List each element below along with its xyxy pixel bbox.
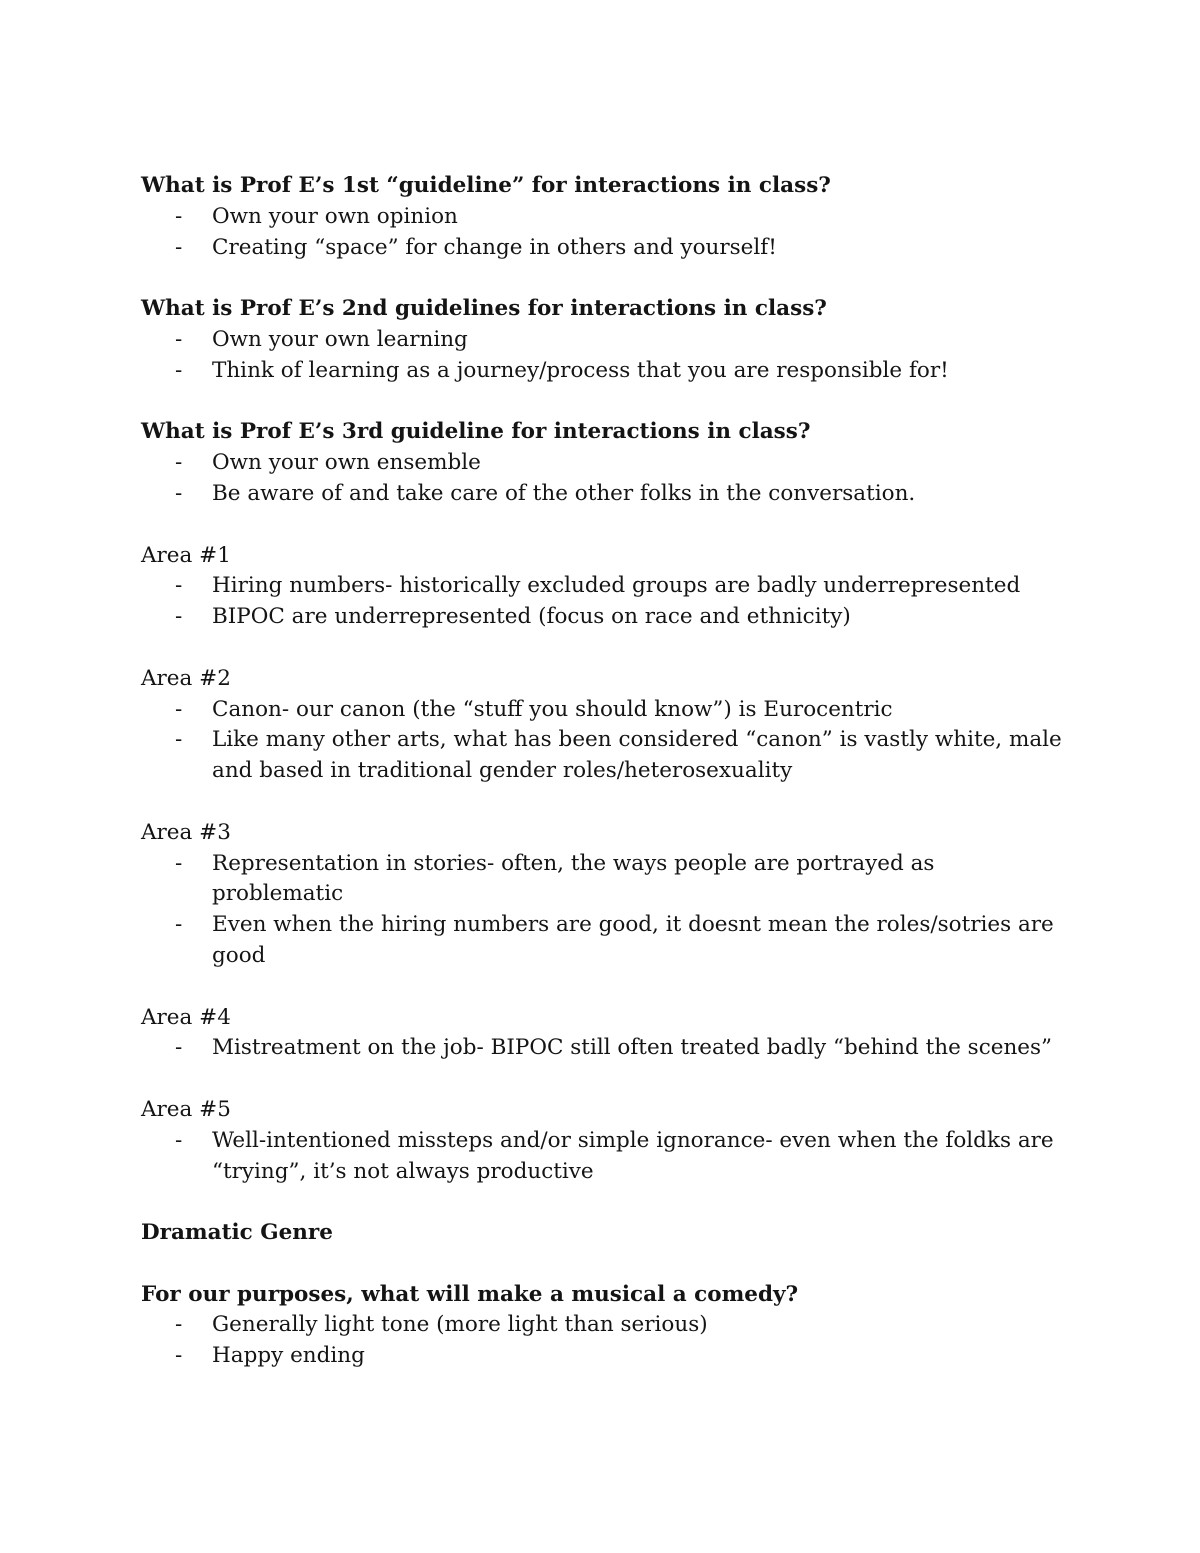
note-section [141,1280,1071,1372]
dash-marker: - [175,203,183,229]
dash-marker: - [175,1312,183,1338]
bullet-text: Hiring numbers- historically excluded groups are badly underrepresented [212,573,1021,599]
note-section [141,541,1071,633]
note-section [141,171,1071,263]
note-section [141,818,1071,972]
section-heading: For our purposes, what will make a musical a comedy? [141,1281,799,1307]
bullet-list [141,849,1071,972]
bullet-item [141,571,1071,602]
section-heading: Area #4 [141,1004,231,1030]
bullet-text: BIPOC are underrepresented (focus on race and ethnicity) [212,604,851,630]
document-body [141,171,1071,1403]
bullet-text: Think of learning as a journey/process that you are responsible for! [212,357,949,383]
dash-marker: - [175,450,183,476]
section-heading: Area #5 [141,1096,231,1122]
bullet-item [141,1033,1071,1064]
bullet-list [141,571,1071,633]
bullet-item [141,1341,1071,1372]
dash-marker: - [175,696,183,722]
section-heading: Area #3 [141,819,231,845]
bullet-item [141,849,1071,911]
bullet-item [141,448,1071,479]
dash-marker: - [175,234,183,260]
note-section [141,294,1071,386]
dash-marker: - [175,357,183,383]
bullet-item [141,325,1071,356]
dash-marker: - [175,1343,183,1369]
bullet-list [141,1310,1071,1372]
dash-marker: - [175,1035,183,1061]
section-heading: What is Prof E’s 2nd guidelines for interactions in class? [141,296,827,322]
bullet-text: Own your own ensemble [212,450,481,476]
bullet-text: Generally light tone (more light than serious) [212,1312,708,1338]
bullet-text: Happy ending [212,1343,365,1369]
section-heading: Area #1 [141,542,231,568]
dash-marker: - [175,912,183,938]
bullet-text: Well-intentioned missteps and/or simple ignorance- even when the foldks are “trying”, it’s not always productive [212,1127,1054,1184]
bullet-text: Like many other arts, what has been considered “canon” is vastly white, male and based in traditional gender roles/heterosexuality [212,727,1062,784]
bullet-list [141,202,1071,264]
dash-marker: - [175,604,183,630]
bullet-text: Even when the hiring numbers are good, it doesnt mean the roles/sotries are good [212,912,1054,968]
dash-marker: - [175,850,183,876]
bullet-text: Be aware of and take care of the other folks in the conversation. [212,480,916,506]
dash-marker: - [175,326,183,352]
bullet-list [141,448,1071,510]
section-heading: Area #2 [141,665,231,691]
bullet-text: Representation in stories- often, the ways people are portrayed as problematic [212,850,935,907]
dash-marker: - [175,480,183,506]
bullet-item [141,1126,1071,1188]
note-section [141,664,1071,787]
bullet-item [141,602,1071,633]
bullet-item [141,910,1071,972]
section-heading: Dramatic Genre [141,1220,333,1246]
dash-marker: - [175,573,183,599]
section-heading: What is Prof E’s 1st “guideline” for interactions in class? [141,173,831,198]
bullet-text: Canon- our canon (the “stuff you should know”) is Eurocentric [212,696,893,722]
bullet-list [141,1126,1071,1188]
bullet-item [141,479,1071,510]
dash-marker: - [175,727,183,753]
bullet-item [141,233,1071,264]
note-section [141,417,1071,509]
note-section [141,1003,1071,1065]
bullet-item [141,725,1071,787]
bullet-item [141,695,1071,726]
bullet-text: Mistreatment on the job- BIPOC still often treated badly “behind the scenes” [212,1035,1053,1061]
bullet-item [141,356,1071,387]
bullet-list [141,325,1071,387]
bullet-text: Creating “space” for change in others and yourself! [212,234,777,260]
bullet-list [141,695,1071,787]
bullet-item [141,202,1071,233]
note-section [141,1218,1071,1249]
bullet-text: Own your own learning [212,326,468,352]
section-heading: What is Prof E’s 3rd guideline for interactions in class? [141,419,811,445]
bullet-text: Own your own opinion [212,203,458,229]
note-section [141,1095,1071,1187]
bullet-item [141,1310,1071,1341]
bullet-list [141,1033,1071,1064]
dash-marker: - [175,1127,183,1153]
